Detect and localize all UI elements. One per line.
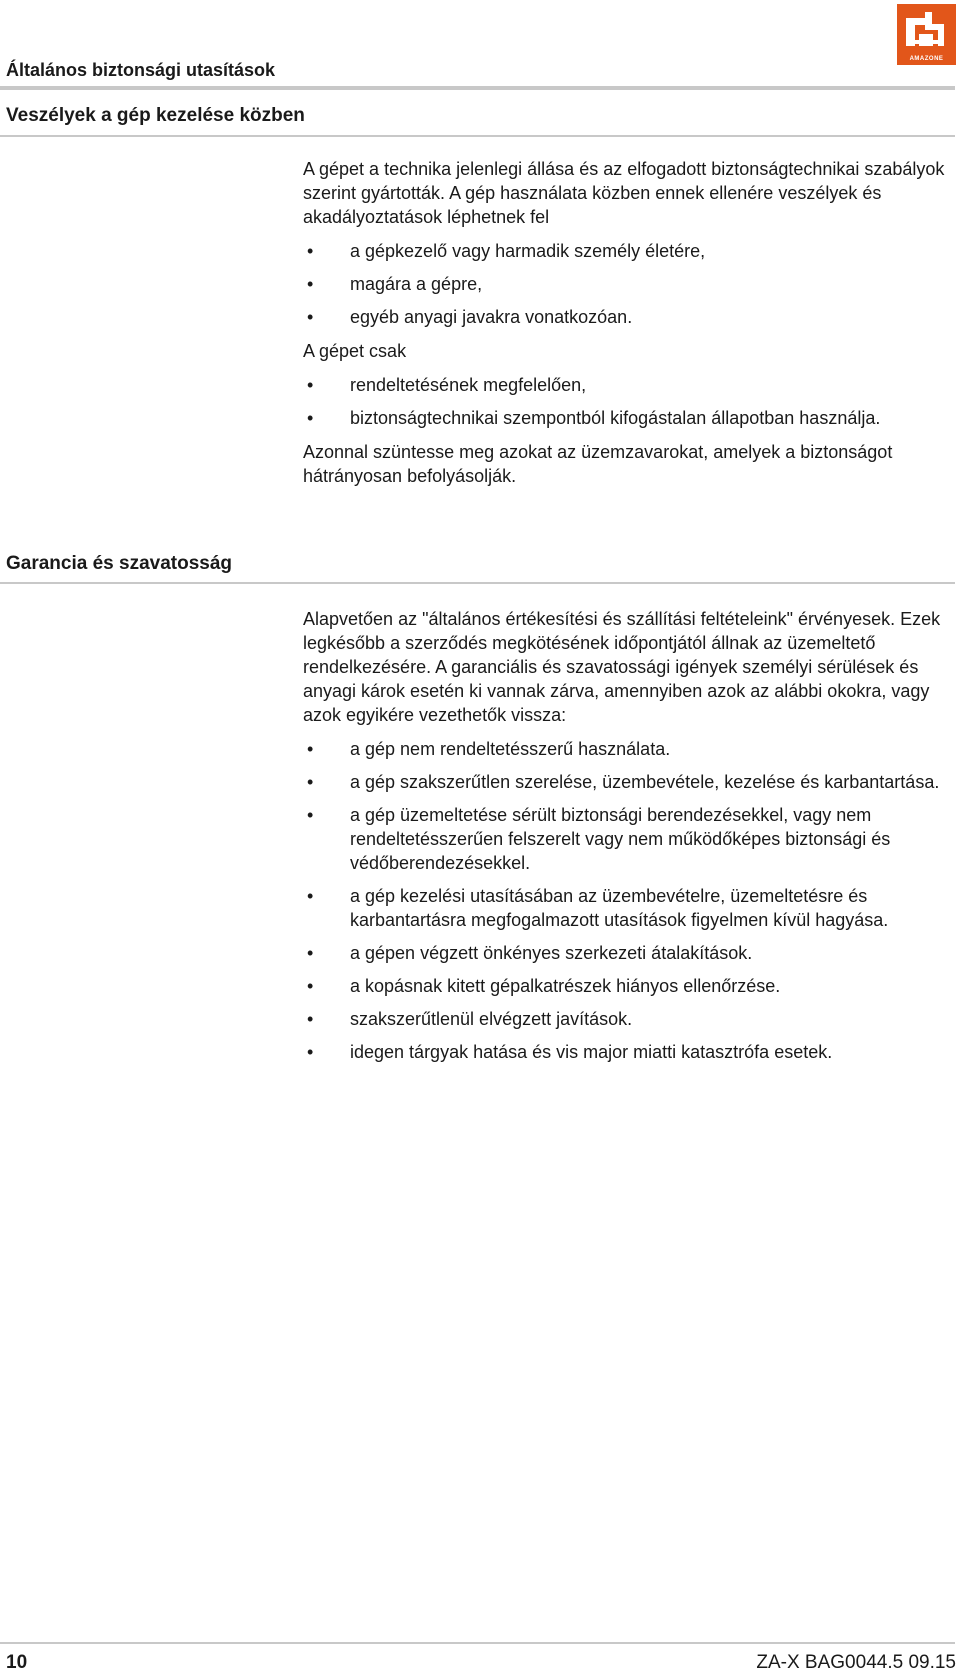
list-item-text: biztonságtechnikai szempontból kifogástalan állapotban használja. — [350, 408, 881, 428]
page-number: 10 — [6, 1652, 28, 1673]
bullet-list — [303, 737, 953, 1064]
paragraph: Alapvetően az "általános értékesítési és szállítási feltételeink" érvényesek. Ezek legkésőbb a szerződés megkötésének időpontjától állnak az üzemeltető rendelkezésére. A garanciális és szavatossági igények személyi sérülések és anyagi károk esetén ki vannak zárva, amennyiben azok az alábbi okokra, vagy azok egyikére vezethetők vissza: — [303, 609, 941, 725]
list-item — [303, 770, 953, 794]
list-item-text: a gép nem rendeltetésszerű használata. — [350, 739, 671, 759]
list-item — [303, 305, 953, 329]
bullet-icon: • — [307, 805, 314, 825]
bullet-list — [303, 239, 953, 329]
list-item-text: szakszerűtlenül elvégzett javítások. — [350, 1009, 633, 1029]
list-item — [303, 239, 953, 263]
bullet-icon: • — [307, 1042, 314, 1062]
list-item-text: a gép kezelési utasításában az üzembevételre, üzemeltetésre és karbantartásra megfogalmazott utasítások figyelmen kívül hagyása. — [350, 886, 889, 930]
paragraph: Azonnal szüntesse meg azokat az üzemzavarokat, amelyek a biztonságot hátrányosan befolyásolják. — [303, 442, 893, 486]
page-header-title: Általános biztonsági utasítások — [6, 60, 276, 80]
bullet-icon: • — [307, 274, 314, 294]
section-hazards-body — [303, 157, 953, 498]
amazone-logo — [897, 4, 956, 65]
list-item-text: egyéb anyagi javakra vonatkozóan. — [350, 307, 633, 327]
paragraph: A gépet a technika jelenlegi állása és az elfogadott biztonságtechnikai szabályok szerint gyártották. A gép használata közben ennek ellenére veszélyek és akadályoztatások léphetnek fel — [303, 159, 945, 227]
section-divider — [0, 135, 955, 137]
bullet-icon: • — [307, 886, 314, 906]
list-item-text: rendeltetésének megfelelően, — [350, 375, 587, 395]
list-item — [303, 272, 953, 296]
list-item-text: a kopásnak kitett gépalkatrészek hiányos ellenőrzése. — [350, 976, 781, 996]
list-item-text: a gép üzemeltetése sérült biztonsági berendezésekkel, vagy nem rendeltetésszerűen felszerelt vagy nem működőképes biztonsági és védőberendezésekkel. — [350, 805, 891, 873]
bullet-icon: • — [307, 375, 314, 395]
header-divider — [0, 86, 955, 90]
list-item — [303, 941, 953, 965]
bullet-icon: • — [307, 772, 314, 792]
list-item — [303, 803, 953, 875]
list-item — [303, 884, 953, 932]
list-item — [303, 373, 953, 397]
bullet-icon: • — [307, 976, 314, 996]
section-heading-warranty: Garancia és szavatosság — [6, 553, 233, 574]
list-item-text: idegen tárgyak hatása és vis major miatti katasztrófa esetek. — [350, 1042, 833, 1062]
paragraph: A gépet csak — [303, 341, 407, 361]
section-heading-hazards: Veszélyek a gép kezelése közben — [6, 105, 305, 126]
list-item — [303, 974, 953, 998]
bullet-icon: • — [307, 307, 314, 327]
bullet-icon: • — [307, 408, 314, 428]
list-item-text: a gépkezelő vagy harmadik személy életére, — [350, 241, 706, 261]
logo-text: AMAZONE — [909, 56, 944, 62]
list-item-text: magára a gépre, — [350, 274, 483, 294]
list-item — [303, 1007, 953, 1031]
section-warranty-body — [303, 607, 953, 1074]
bullet-list — [303, 373, 953, 430]
section-divider — [0, 582, 955, 584]
bullet-icon: • — [307, 943, 314, 963]
list-item — [303, 1040, 953, 1064]
bullet-icon: • — [307, 739, 314, 759]
document-id: ZA-X BAG0044.5 09.15 — [756, 1652, 956, 1673]
bullet-icon: • — [307, 241, 314, 261]
list-item-text: a gépen végzett önkényes szerkezeti átalakítások. — [350, 943, 753, 963]
list-item-text: a gép szakszerűtlen szerelése, üzembevétele, kezelése és karbantartása. — [350, 772, 940, 792]
bullet-icon: • — [307, 1009, 314, 1029]
list-item — [303, 737, 953, 761]
list-item — [303, 406, 953, 430]
footer-divider — [0, 1642, 955, 1644]
